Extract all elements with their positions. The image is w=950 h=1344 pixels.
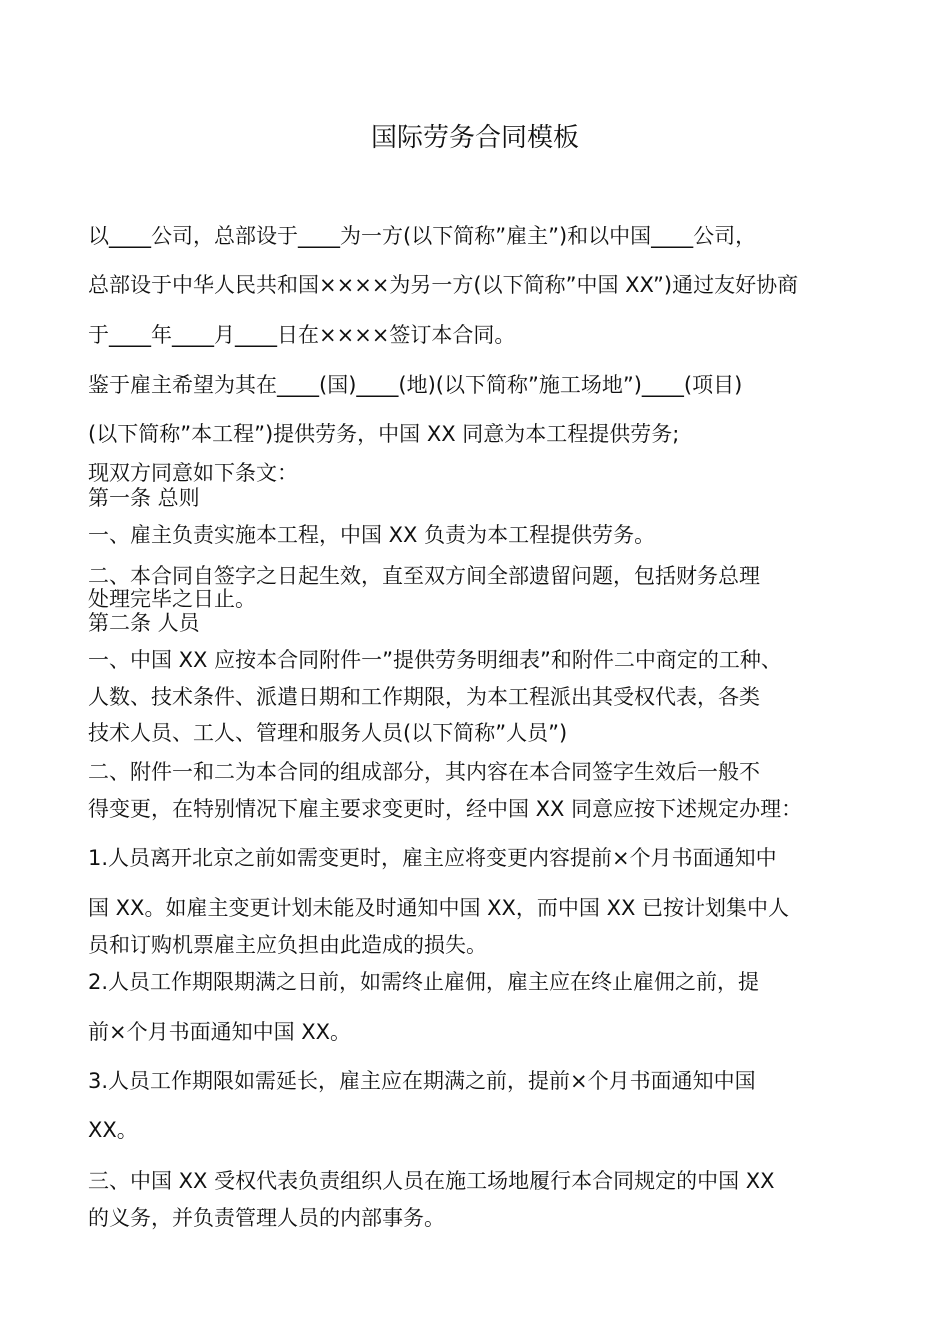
text-line: 前×个月书面通知中国 XX。 — [88, 1020, 352, 1044]
text-line: 一、中国 XX 应按本合同附件一”提供劳务明细表”和附件二中商定的工种、 — [88, 648, 782, 672]
text-line: 二、本合同自签字之日起生效，直至双方间全部遗留问题，包括财务总理 — [88, 564, 760, 588]
section-heading: 第一条 总则 — [88, 486, 200, 510]
section-heading: 第二条 人员 — [88, 611, 200, 635]
text-line: 国 XX。如雇主变更计划未能及时通知中国 XX，而中国 XX 已按计划集中人 — [88, 896, 790, 920]
text-line: 技术人员、工人、管理和服务人员(以下简称”人员”) — [88, 721, 568, 745]
document-title: 国际劳务合同模板 — [370, 123, 579, 153]
text-line: 一、雇主负责实施本工程，中国 XX 负责为本工程提供劳务。 — [88, 523, 656, 547]
text-line: 3.人员工作期限如需延长，雇主应在期满之前，提前×个月书面通知中国 — [88, 1069, 756, 1093]
text-line: 以____公司，总部设于____为一方(以下简称”雇主”)和以中国____公司， — [88, 224, 757, 248]
text-line: 三、中国 XX 受权代表负责组织人员在施工场地履行本合同规定的中国 XX — [88, 1169, 775, 1193]
text-line: 鉴于雇主希望为其在____(国)____(地)(以下简称”施工场地”)____(项目) — [88, 373, 743, 397]
text-line: (以下简称”本工程”)提供劳务，中国 XX 同意为本工程提供劳务; — [88, 422, 680, 446]
text-line: 员和订购机票雇主应负担由此造成的损失。 — [88, 933, 487, 957]
text-line: 处理完毕之日止。 — [88, 587, 256, 611]
text-line: XX。 — [88, 1118, 138, 1142]
text-line: 1.人员离开北京之前如需变更时，雇主应将变更内容提前×个月书面通知中 — [88, 846, 777, 870]
text-line: 于____年____月____日在××××签订本合同。 — [88, 323, 516, 347]
text-line: 现双方同意如下条文： — [88, 461, 298, 485]
text-line: 2.人员工作期限期满之日前，如需终止雇佣，雇主应在终止雇佣之前，提 — [88, 970, 760, 994]
text-line: 二、附件一和二为本合同的组成部分，其内容在本合同签字生效后一般不 — [88, 760, 760, 784]
text-line: 总部设于中华人民共和国××××为另一方(以下简称”中国 XX”)通过友好协商 — [88, 273, 799, 297]
text-line: 的义务，并负责管理人员的内部事务。 — [88, 1206, 445, 1230]
text-line: 人数、技术条件、派遣日期和工作期限，为本工程派出其受权代表，各类 — [88, 685, 760, 709]
text-line: 得变更，在特别情况下雇主要求变更时，经中国 XX 同意应按下述规定办理： — [88, 797, 803, 821]
